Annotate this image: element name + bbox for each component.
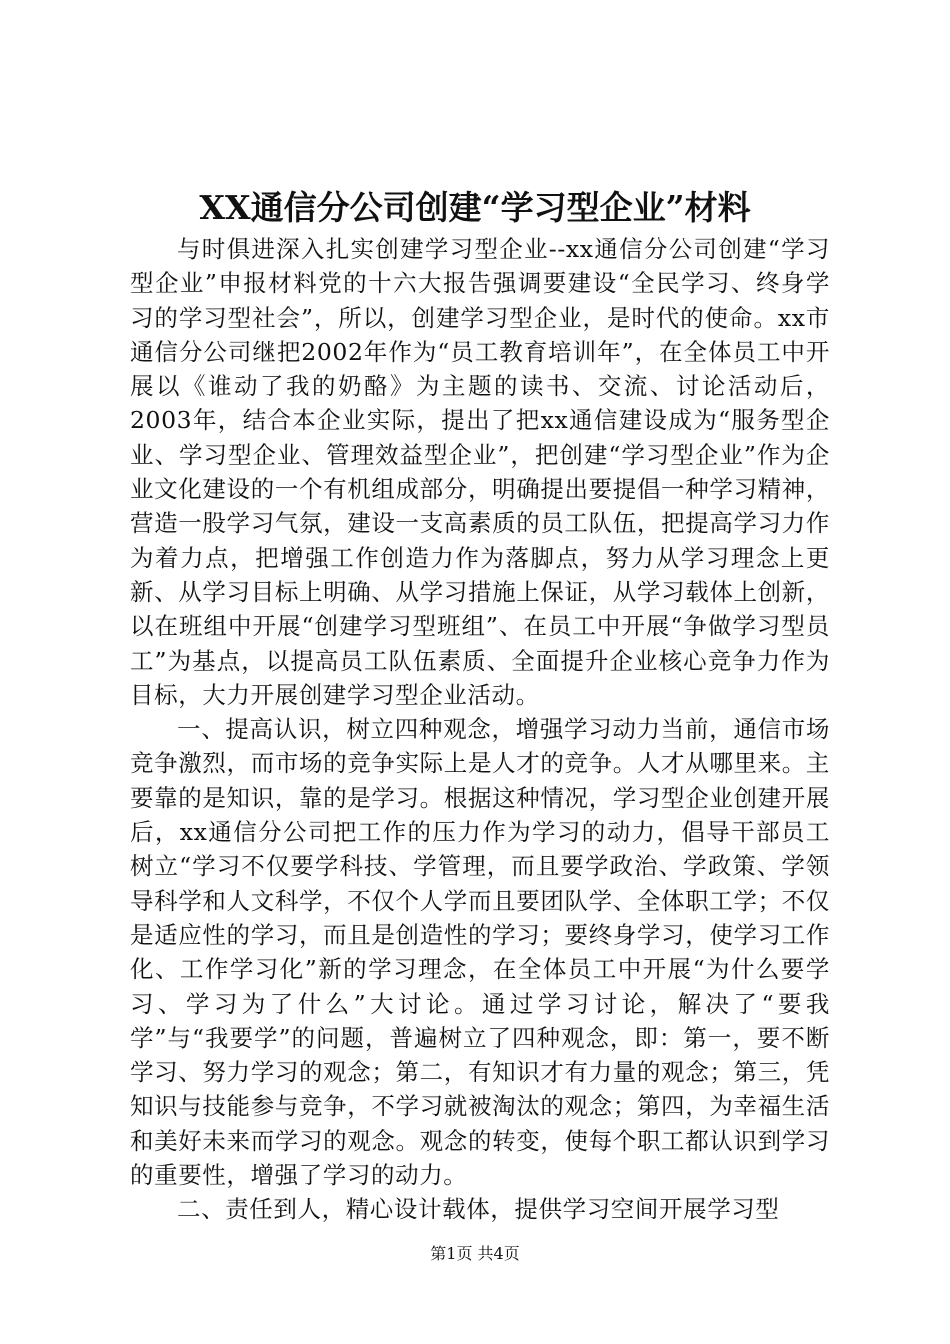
document-body	[130, 232, 830, 1227]
page-footer: 第1页 共4页	[430, 1244, 520, 1263]
paragraph-section-2: 二、责任到人，精心设计载体，提供学习空间开展学习型	[177, 1195, 780, 1224]
paragraph-intro: 与时俱进深入扎实创建学习型企业--xx通信分公司创建“学习型企业”申报材料党的十六大报告强调要建设“全民学习、终身学习的学习型社会”，所以，创建学习型企业，是时代的使命。xx市通信分公司继把2002年作为“员工教育培训年”，在全体员工中开展以《谁动了我的奶酪》为主题的读书、交流、讨论活动后，2003年，结合本企业实际，提出了把xx通信建设成为“服务型企业、学习型企业、管理效益型企业”，把创建“学习型企业”作为企业文化建设的一个有机组成部分，明确提出要提倡一种学习精神，营造一股学习气氛，建设一支高素质的员工队伍，把提高学习力作为着力点，把增强工作创造力作为落脚点，努力从学习理念上更新、从学习目标上明确、从学习措施上保证，从学习载体上创新，以在班组中开展“创建学习型班组”、在员工中开展“争做学习型员工”为基点，以提高员工队伍素质、全面提升企业核心竞争力作为目标，大力开展创建学习型企业活动。	[130, 235, 830, 709]
paragraph-section-1: 一、提高认识，树立四种观念，增强学习动力当前，通信市场竞争激烈，而市场的竞争实际上是人才的竞争。人才从哪里来。主要靠的是知识，靠的是学习。根据这种情况，学习型企业创建开展后，xx通信分公司把工作的压力作为学习的动力，倡导干部员工树立“学习不仅要学科技、学管理，而且要学政治、学政策、学领导科学和人文科学，不仅个人学而且要团队学、全体职工学；不仅是适应性的学习，而且是创造性的学习；要终身学习，使学习工作化、工作学习化”新的学习理念，在全体员工中开展“为什么要学习、学习为了什么”大讨论。通过学习讨论，解决了“要我学”与“我要学”的问题，普遍树立了四种观念，即：第一，要不断学习、努力学习的观念；第二，有知识才有力量的观念；第三，凭知识与技能参与竞争，不学习就被淘汰的观念；第四，为幸福生活和美好未来而学习的观念。观念的转变，使每个职工都认识到学习的重要性，增强了学习的动力。	[130, 715, 830, 1190]
document-title: XX通信分公司创建“学习型企业”材料	[199, 188, 751, 227]
